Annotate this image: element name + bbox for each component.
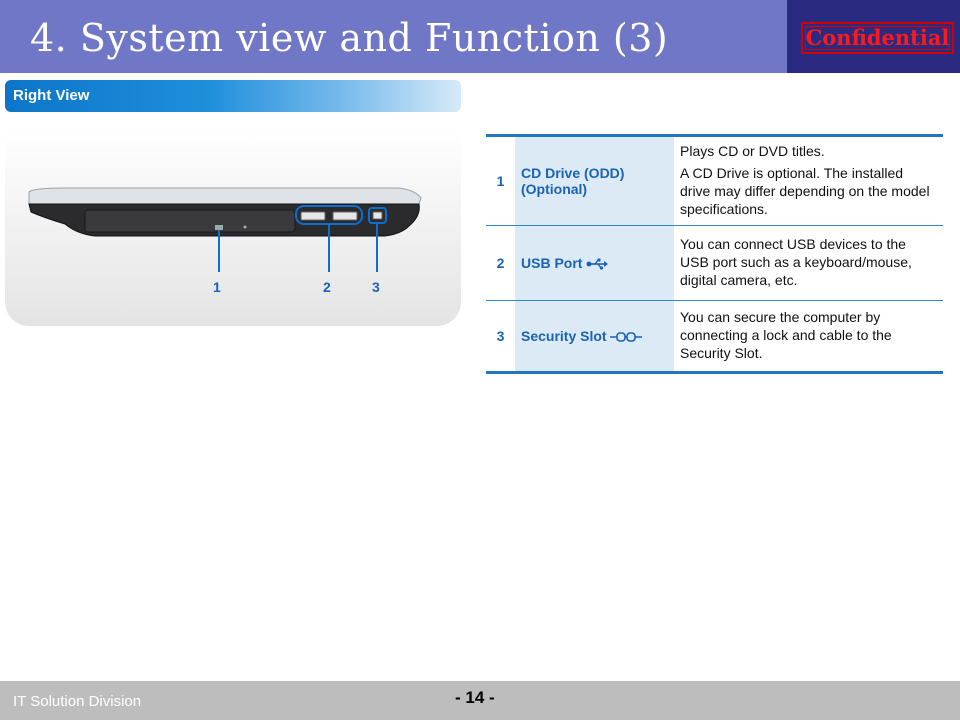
slide-header [0,0,787,73]
row-number: 3 [496,328,505,344]
page-number: - 14 - [455,688,495,707]
component-name [515,301,674,373]
confidential-stamp: Confidential [801,22,954,54]
usb-port-1 [301,212,325,220]
slide-footer [0,681,960,720]
security-slot [373,212,382,219]
callout-number: 1 [213,279,221,295]
component-description: Plays CD or DVD titles. A CD Drive is optional. The installed drive may differ depending on the model specifications. [674,136,943,226]
laptop-lid [29,188,421,204]
callout-number: 3 [372,279,380,295]
lock-cable-icon [610,331,642,343]
component-name [515,226,674,301]
slide-title: 4. System view and Function (3) [30,16,669,60]
table-row [486,301,943,373]
odd-tray [85,210,295,232]
usb-port-2 [333,212,357,220]
division-name: IT Solution Division [13,693,142,710]
component-name: CD Drive (ODD) (Optional) [515,136,674,226]
usb-icon [586,258,608,270]
component-table [486,134,943,374]
component-name-text: Security Slot [521,328,607,344]
component-description: You can connect USB devices to the USB port such as a keyboard/mouse, digital camera, etc. [674,226,943,301]
table-row [486,226,943,301]
laptop-right-view-image [5,130,461,326]
component-description: You can secure the computer by connecting a lock and cable to the Security Slot. [680,309,892,361]
odd-eject-button [215,225,223,230]
component-name-text: USB Port [521,255,583,271]
table-row [486,136,943,226]
section-bar [5,80,461,112]
callout-number: 2 [323,279,331,295]
row-number: 1 [486,136,515,226]
section-title: Right View [13,87,90,104]
odd-emergency-hole [244,226,247,229]
row-number: 2 [486,226,515,301]
